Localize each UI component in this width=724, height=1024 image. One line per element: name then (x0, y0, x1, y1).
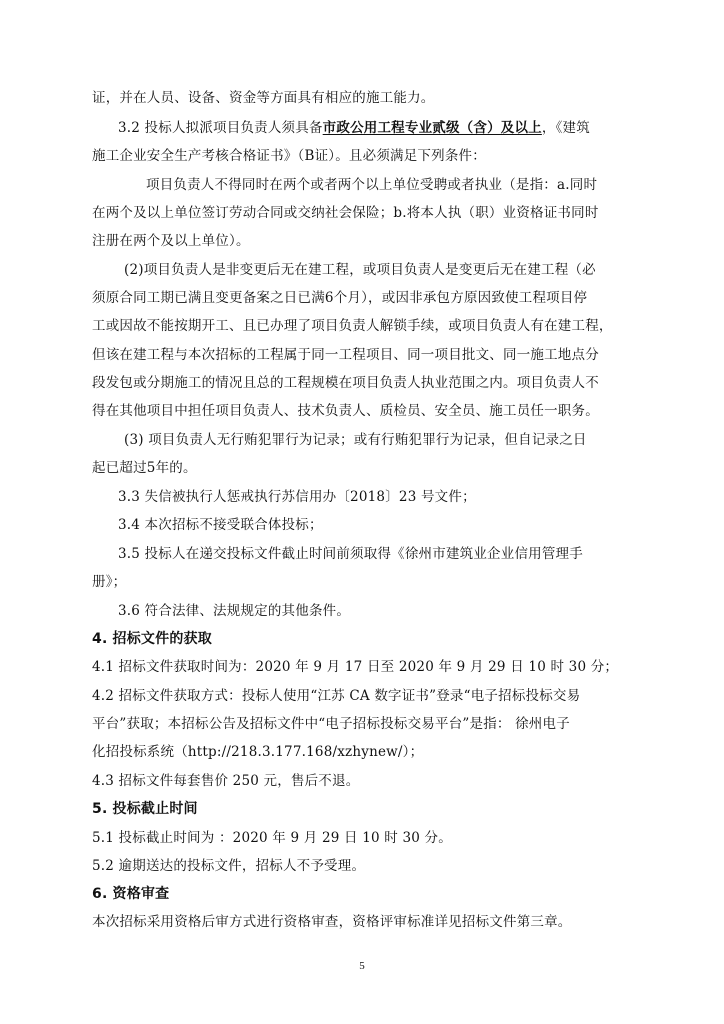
condition-1-line: 注册在两个及以上单位）。 (92, 233, 250, 249)
section-3-2-line-2: 施工企业安全生产考核合格证书》（B证）。且必须满足下列条件： (92, 148, 486, 164)
condition-2-line: 得在其他项目中担任项目负责人、技术负责人、质检员、安全员、施工员任一职务。 (92, 403, 599, 419)
section-4-2-line: 平台”获取；本招标公告及招标文件中“电子招标投标交易平台”是指： 徐州电子 (92, 716, 570, 732)
section-6-text: 本次招标采用资格后审方式进行资格审查，资格评审标准详见招标文件第三章。 (92, 914, 572, 930)
section-4-3: 4.3 招标文件每套售价 250 元，售后不退。 (92, 773, 360, 789)
condition-2-line: 须原合同工期已满且变更备案之日已满6个月），或因非承包方原因致使工程项目停 (92, 290, 588, 306)
heading-section-4: 4. 招标文件的获取 (92, 631, 212, 647)
heading-section-5: 5. 投标截止时间 (92, 801, 198, 817)
section-4-2-line: 4.2 招标文件获取方式：投标人使用“江苏 CA 数字证书”登录“电子招标投标交易 (92, 688, 581, 704)
condition-3-line: 起已超过5年的。 (92, 460, 197, 476)
section-3-5-line: 册》； (92, 574, 127, 590)
section-3-5-line: 3.5 投标人在递交投标文件截止时间前须取得《徐州市建筑业企业信用管理手 (118, 546, 583, 562)
condition-1-line: 在两个及以上单位签订劳动合同或交纳社会保险；b.将本人执（职）业资格证书同时 (92, 205, 599, 221)
section-4-1: 4.1 招标文件获取时间为：2020 年 9 月 17 日至 2020 年 9 月 29 日 10 时 30 分； (92, 659, 619, 675)
condition-2-line: 段发包或分期施工的情况且总的工程规模在项目负责人执业范围之内。项目负责人不 (92, 375, 599, 391)
page-number: 5 (359, 960, 365, 972)
condition-1-line: 项目负责人不得同时在两个或者两个以上单位受聘或者执业（是指：a.同时 (146, 177, 598, 193)
qualification-requirement: 市政公用工程专业贰级（含）及以上 (322, 120, 542, 136)
section-3-6: 3.6 符合法律、法规规定的其他条件。 (118, 603, 351, 619)
condition-2-line: 工或因故不能按期开工、且已办理了项目负责人解锁手续，或项目负责人有在建工程， (92, 318, 613, 334)
section-4-2-line: 化招投标系统（http://218.3.177.168/xzhynew/）； (92, 744, 424, 760)
condition-3-line: (3) 项目负责人无行贿犯罪行为记录；或有行贿犯罪行为记录，但自记录之日 (124, 432, 587, 448)
section-3-2-text: ，《建筑 (541, 120, 590, 136)
heading-section-6: 6. 资格审查 (92, 886, 170, 902)
section-5-1: 5.1 投标截止时间为 ：2020 年 9 月 29 日 10 时 30 分。 (92, 830, 452, 846)
section-5-2: 5.2 逾期送达的投标文件，招标人不予受理。 (92, 858, 366, 874)
condition-2-line: 但该在建工程与本次招标的工程属于同一工程项目、同一项目批文、同一施工地点分 (92, 347, 599, 363)
section-3-2-line-1 (118, 118, 678, 138)
section-3-2-text: 3.2 投标人拟派项目负责人须具备 (118, 120, 323, 136)
section-3-3: 3.3 失信被执行人惩戒执行苏信用办〔2018〕23 号文件； (118, 489, 476, 505)
paragraph-line: 证，并在人员、设备、资金等方面具有相应的施工能力。 (92, 90, 435, 106)
section-3-4: 3.4 本次招标不接受联合体投标； (118, 517, 323, 533)
condition-2-line: (2)项目负责人是非变更后无在建工程，或项目负责人是变更后无在建工程（必 (124, 262, 596, 278)
